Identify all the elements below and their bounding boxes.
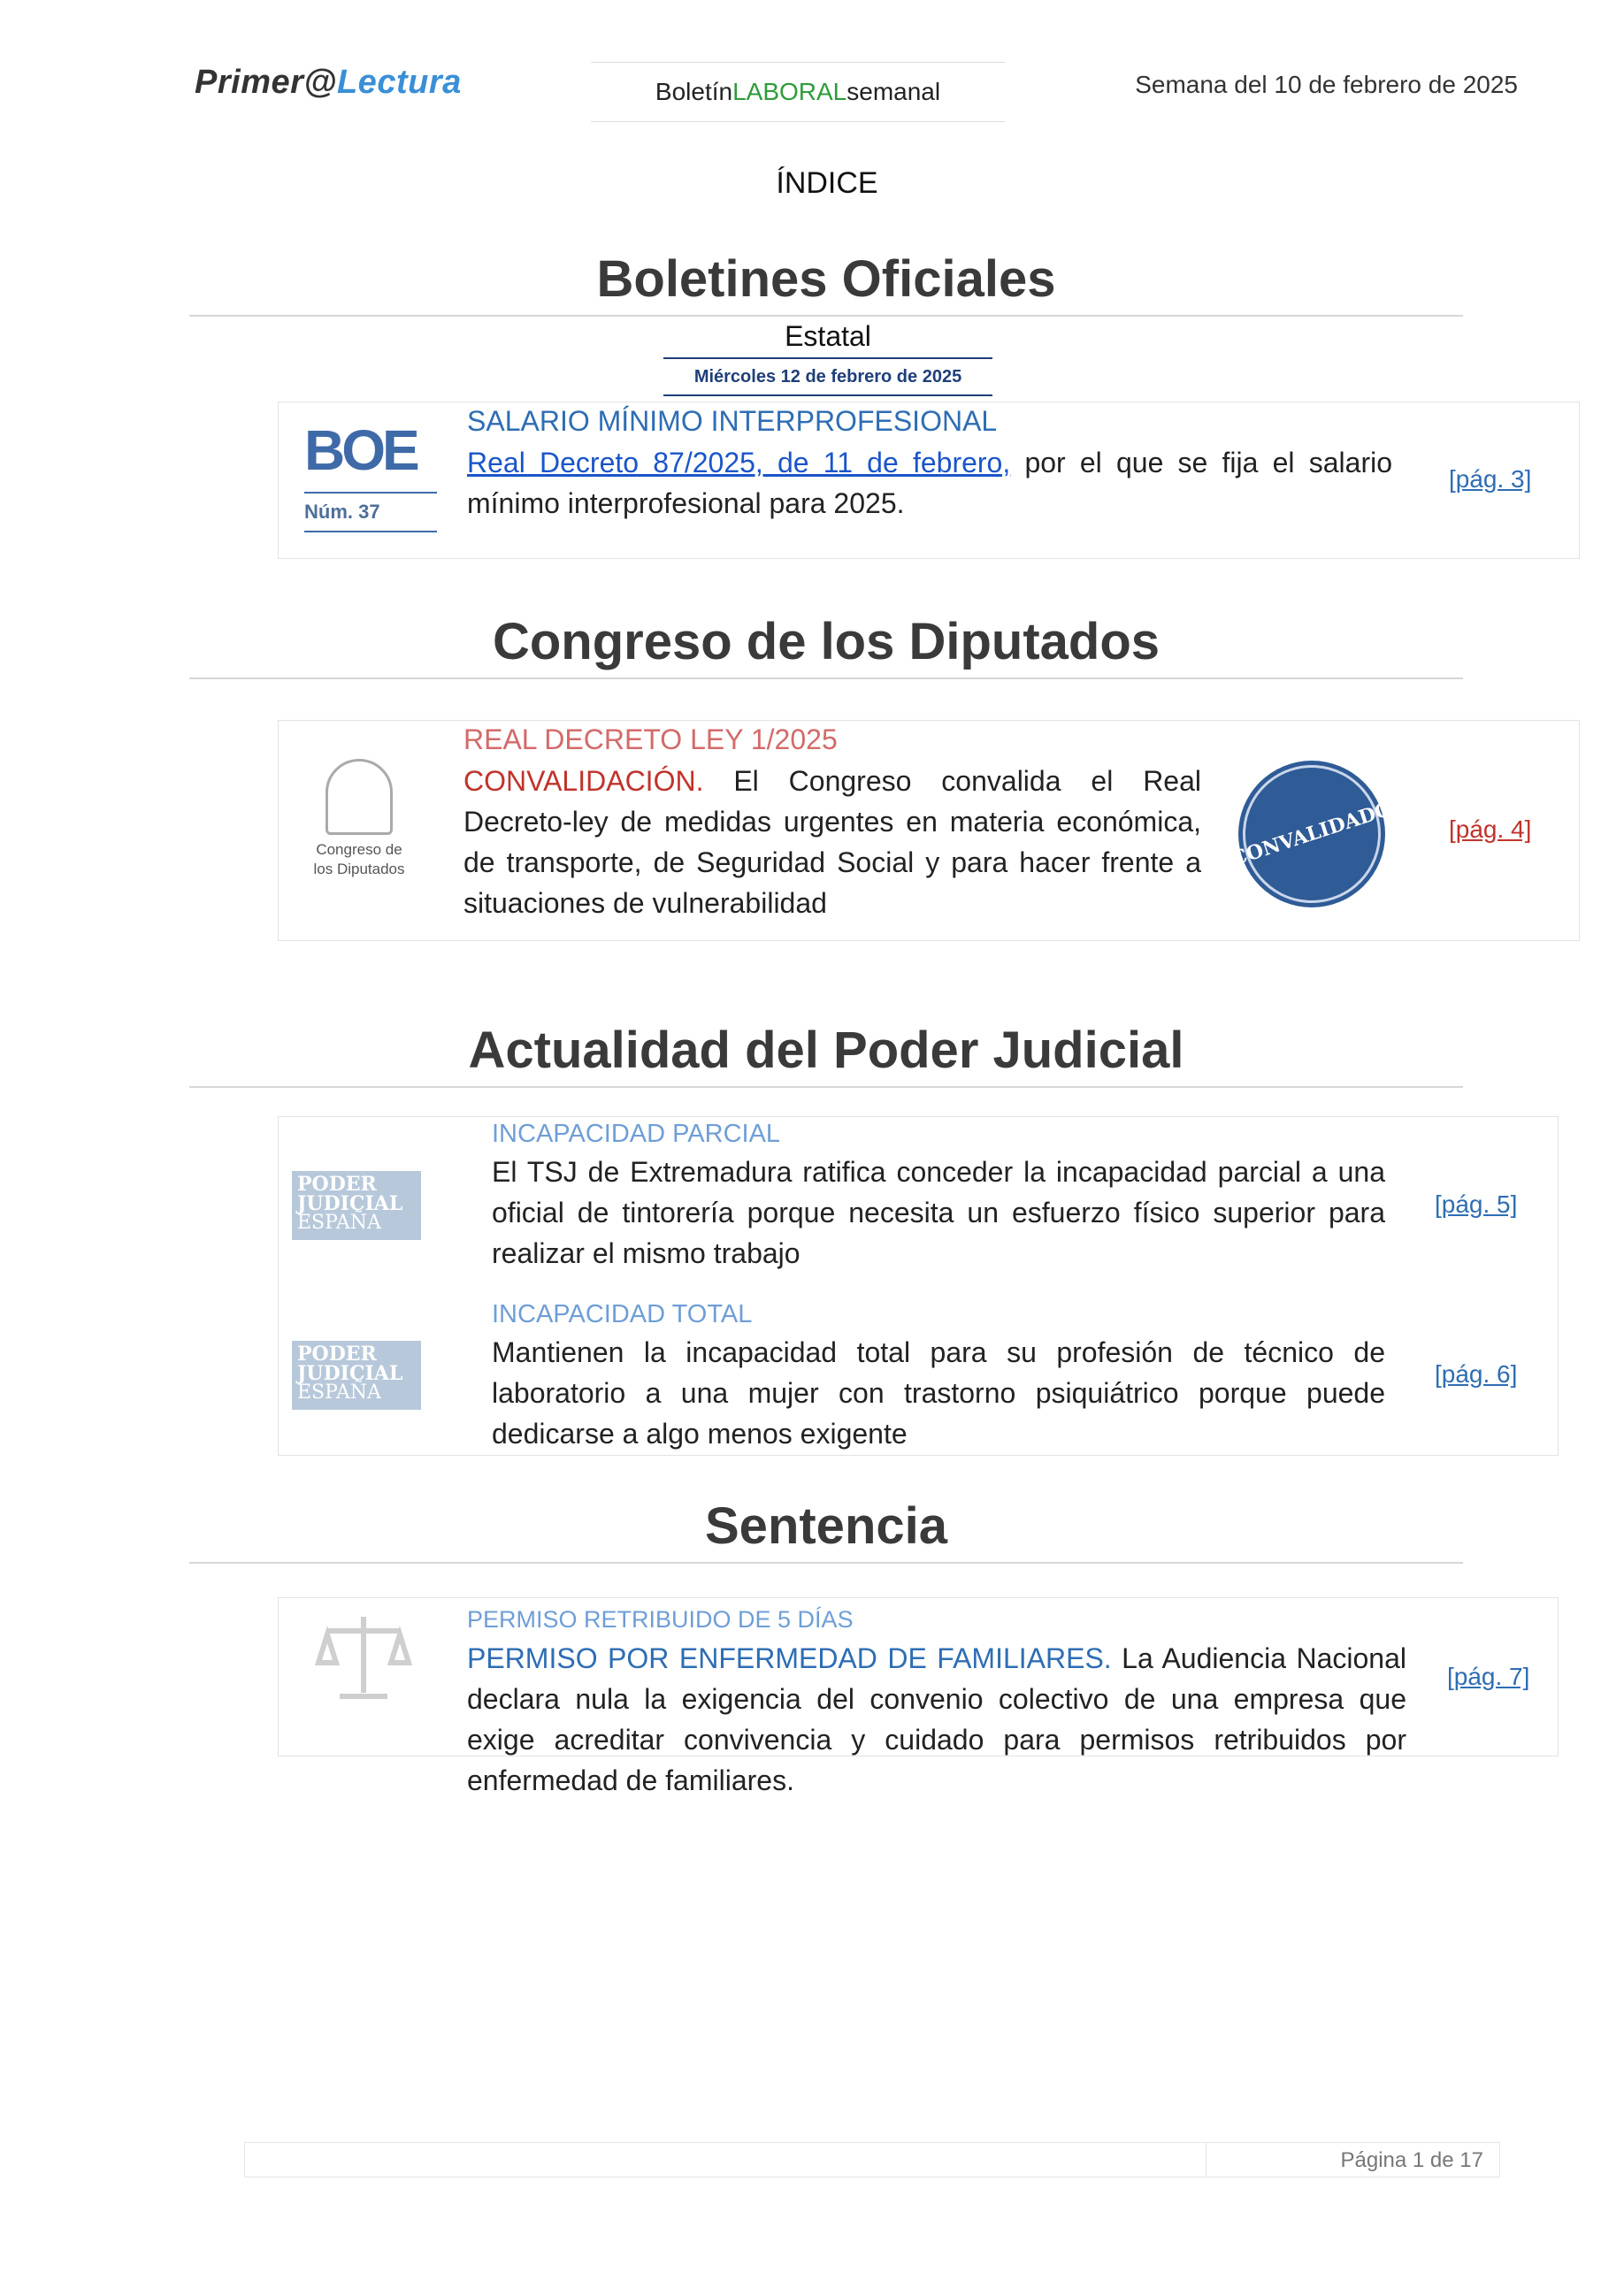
entry-kicker: INCAPACIDAD PARCIAL xyxy=(492,1120,781,1148)
subsection-estatal: Estatal xyxy=(785,320,871,352)
section-title-sentencia: Sentencia xyxy=(705,1497,947,1555)
entry-kicker: SALARIO MÍNIMO INTERPROFESIONAL xyxy=(467,405,998,437)
page-link-7[interactable]: [pág. 7] xyxy=(1447,1663,1530,1690)
logo-part-2: Lectura xyxy=(336,64,462,101)
page-number: Página 1 de 17 xyxy=(1340,2148,1483,2172)
page-link-6[interactable]: [pág. 6] xyxy=(1435,1360,1518,1388)
footer-divider xyxy=(1206,2143,1207,2177)
boe-logo-icon xyxy=(304,419,437,481)
entry-body-text: El Congreso convalida el Real Decreto-ley de medidas urgentes en materia económica, de transporte, de Seguridad Social y para hacer frente a situaciones de vulnerabilidad xyxy=(463,765,1201,919)
section-title-boletines: Boletines Oficiales xyxy=(596,250,1056,308)
entry-summary: Mantienen la incapacidad total para su profesión de técnico de laboratorio a una mujer con trastorno psiquiátrico porque puede dedicarse a algo menos exigente xyxy=(492,1336,1385,1450)
logo-part-1: Primer@ xyxy=(195,64,337,101)
section-divider xyxy=(189,1086,1463,1088)
entry-body-text: por el que se fija el salario mínimo interprofesional para 2025. xyxy=(467,447,1393,519)
boe-issue-number: Núm. 37 xyxy=(304,492,437,532)
real-decreto-link[interactable]: Real Decreto 87/2025, de 11 de febrero, xyxy=(467,447,1011,478)
section-title-judicial: Actualidad del Poder Judicial xyxy=(468,1022,1184,1079)
section-title-congreso: Congreso de los Diputados xyxy=(492,613,1161,670)
congreso-building-icon xyxy=(326,759,393,835)
primera-lectura-logo xyxy=(195,64,462,102)
stamp-text: CONVALIDADO xyxy=(1225,747,1399,922)
week-label: Semana del 10 de febrero de 2025 xyxy=(1135,71,1518,98)
page-link-3[interactable]: [pág. 3] xyxy=(1449,465,1532,493)
entry-kicker: REAL DECRETO LEY 1/2025 xyxy=(463,723,838,755)
pj-logo-line-1: PODER xyxy=(297,1343,377,1366)
entry-summary: El TSJ de Extremadura ratifica conceder la incapacidad parcial a una oficial de tintorería porque necesita un esfuerzo físico superior para realizar el mismo trabajo xyxy=(492,1156,1385,1269)
pj-logo-line-2: JUDICIAL xyxy=(297,1192,403,1215)
poder-judicial-logo-icon xyxy=(292,1341,421,1410)
bulletin-name xyxy=(591,62,1005,122)
entry-kicker: PERMISO RETRIBUIDO DE 5 DÍAS xyxy=(467,1606,854,1633)
bulletin-suffix: semanal xyxy=(846,78,941,105)
bulletin-prefix: Boletín xyxy=(655,78,733,105)
entry-body-text: La Audiencia Nacional declara nula la exigencia del convenio colectivo de una empresa que exige acreditar convivencia y cuidado para permisos retribuidos por enfermedad de familiares. xyxy=(467,1642,1407,1796)
entry-lead: CONVALIDACIÓN. xyxy=(463,765,704,797)
section-divider xyxy=(189,315,1463,317)
page-footer xyxy=(244,2142,1500,2177)
pj-logo-line-2: JUDICIAL xyxy=(297,1362,403,1385)
section-divider xyxy=(189,1562,1463,1564)
congreso-logo-icon xyxy=(306,759,412,883)
pj-logo-line-3: ESPAÑA xyxy=(297,1381,381,1404)
page-link-4[interactable]: [pág. 4] xyxy=(1449,815,1532,843)
entry-kicker: INCAPACIDAD TOTAL xyxy=(492,1300,753,1328)
congreso-logo-line-2: los Diputados xyxy=(313,861,405,877)
publication-date: Miércoles 12 de febrero de 2025 xyxy=(663,357,992,396)
bulletin-highlight: LABORAL xyxy=(732,78,847,105)
entry-summary xyxy=(467,1638,1406,1801)
entry-summary xyxy=(467,442,1392,524)
pj-logo-line-1: PODER xyxy=(297,1173,377,1196)
congreso-logo-line-1: Congreso de xyxy=(316,841,402,858)
convalidado-stamp-icon xyxy=(1228,761,1396,907)
section-divider xyxy=(189,677,1463,679)
entry-lead: PERMISO POR ENFERMEDAD DE FAMILIARES. xyxy=(467,1642,1112,1674)
page-link-5[interactable]: [pág. 5] xyxy=(1435,1190,1518,1218)
boe-logo-text: BOE xyxy=(304,418,417,482)
congreso-logo-text xyxy=(306,840,412,879)
poder-judicial-logo-icon xyxy=(292,1171,421,1240)
pj-logo-line-3: ESPAÑA xyxy=(297,1212,381,1234)
scales-of-justice-icon xyxy=(315,1608,412,1705)
entry-summary xyxy=(463,761,1201,923)
index-title: ÍNDICE xyxy=(776,166,878,200)
